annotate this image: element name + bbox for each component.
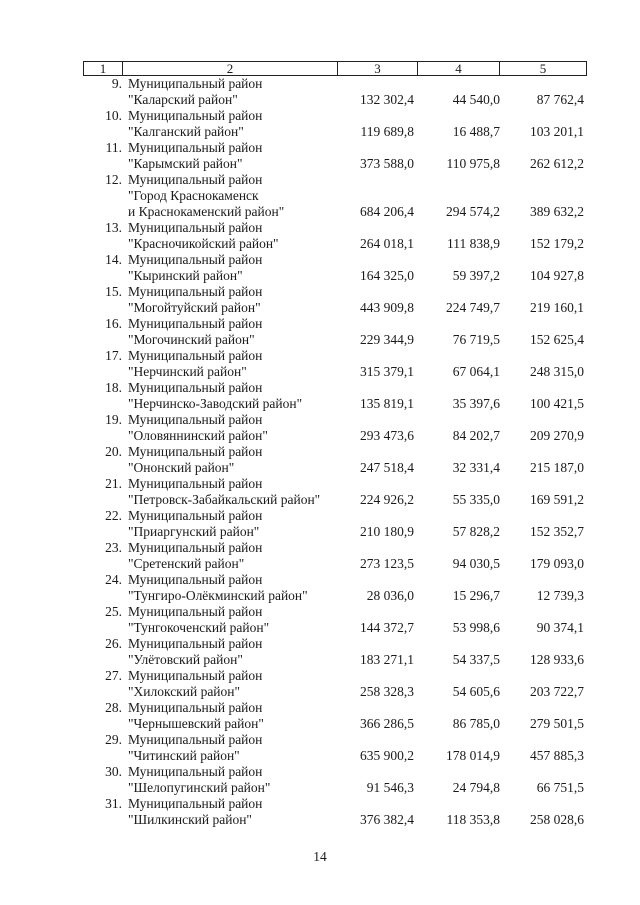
district-name	[128, 732, 348, 764]
district-name	[128, 252, 348, 284]
value-col3: 443 909,8	[360, 300, 414, 315]
value-col5: 248 315,0	[530, 364, 584, 379]
header-cell-2: 2	[122, 61, 338, 76]
district-name-line: Муниципальный район	[128, 108, 263, 123]
district-name	[128, 604, 348, 636]
table-row	[0, 252, 640, 284]
value-col4: 24 794,8	[452, 780, 500, 795]
table-row	[0, 668, 640, 700]
table-row	[0, 412, 640, 444]
district-name	[128, 444, 348, 476]
value-col3: 164 325,0	[360, 268, 414, 283]
value-col4: 110 975,8	[446, 156, 500, 171]
table-row	[0, 540, 640, 572]
row-number: 24.	[105, 572, 122, 587]
header-cell-4: 4	[417, 61, 500, 76]
value-col3: 684 206,4	[360, 204, 414, 219]
page-number: 14	[313, 849, 327, 864]
value-col3: 247 518,4	[360, 460, 414, 475]
value-col5: 457 885,3	[530, 748, 584, 763]
district-name-line: "Шилкинский район"	[128, 812, 252, 827]
district-name-line: Муниципальный район	[128, 508, 263, 523]
value-col4: 118 353,8	[446, 812, 500, 827]
table-row	[0, 172, 640, 220]
row-number: 23.	[105, 540, 122, 555]
district-name	[128, 476, 348, 508]
value-col5: 66 751,5	[536, 780, 584, 795]
district-name-line: Муниципальный район	[128, 140, 263, 155]
value-col3: 91 546,3	[366, 780, 414, 795]
value-col3: 135 819,1	[360, 396, 414, 411]
value-col5: 152 625,4	[530, 332, 584, 347]
value-col4: 54 337,5	[452, 652, 500, 667]
district-name	[128, 172, 348, 220]
value-col4: 15 296,7	[452, 588, 500, 603]
district-name-line: Муниципальный район	[128, 476, 263, 491]
table-row	[0, 108, 640, 140]
row-number: 20.	[105, 444, 122, 459]
value-col5: 169 591,2	[530, 492, 584, 507]
value-col3: 258 328,3	[360, 684, 414, 699]
district-name-line: "Улётовский район"	[128, 652, 243, 667]
district-name-line: "Ононский район"	[128, 460, 235, 475]
table-row	[0, 700, 640, 732]
value-col5: 87 762,4	[536, 92, 584, 107]
table-row	[0, 380, 640, 412]
district-name-line: и Краснокаменский район"	[128, 204, 285, 219]
value-col5: 90 374,1	[536, 620, 584, 635]
value-col5: 203 722,7	[530, 684, 584, 699]
table-header	[0, 0, 640, 80]
row-number: 31.	[105, 796, 122, 811]
value-col4: 57 828,2	[452, 524, 500, 539]
value-col5: 215 187,0	[530, 460, 584, 475]
district-name-line: Муниципальный район	[128, 604, 263, 619]
district-name-line: "Тунгокоченский район"	[128, 620, 270, 635]
table-row	[0, 476, 640, 508]
value-col3: 366 286,5	[360, 716, 414, 731]
district-name-line: "Нерчинский район"	[128, 364, 247, 379]
table-row	[0, 444, 640, 476]
value-col4: 94 030,5	[452, 556, 500, 571]
district-name-line: Муниципальный район	[128, 284, 263, 299]
table-row	[0, 604, 640, 636]
district-name-line: Муниципальный район	[128, 668, 263, 683]
district-name-line: Муниципальный район	[128, 316, 263, 331]
district-name-line: "Могойтуйский район"	[128, 300, 261, 315]
district-name-line: "Красночикойский район"	[128, 236, 279, 251]
district-name	[128, 348, 348, 380]
row-number: 16.	[105, 316, 122, 331]
row-number: 29.	[105, 732, 122, 747]
district-name-line: Муниципальный район	[128, 796, 263, 811]
value-col5: 100 421,5	[530, 396, 584, 411]
value-col4: 16 488,7	[452, 124, 500, 139]
table-row	[0, 796, 640, 828]
district-name-line: Муниципальный район	[128, 764, 263, 779]
district-name-line: "Нерчинско-Заводский район"	[128, 396, 303, 411]
value-col3: 28 036,0	[366, 588, 414, 603]
row-number: 18.	[105, 380, 122, 395]
district-name	[128, 636, 348, 668]
value-col4: 84 202,7	[452, 428, 500, 443]
value-col5: 389 632,2	[530, 204, 584, 219]
district-name	[128, 508, 348, 540]
value-col5: 103 201,1	[530, 124, 584, 139]
value-col4: 55 335,0	[452, 492, 500, 507]
table-row	[0, 764, 640, 796]
district-name-line: Муниципальный район	[128, 172, 263, 187]
district-name	[128, 108, 348, 140]
value-col4: 35 397,6	[452, 396, 500, 411]
district-name	[128, 700, 348, 732]
value-col5: 262 612,2	[530, 156, 584, 171]
district-name-line: "Сретенский район"	[128, 556, 245, 571]
district-name-line: "Карымский район"	[128, 156, 243, 171]
value-col3: 224 926,2	[360, 492, 414, 507]
header-cell-1: 1	[83, 61, 123, 76]
district-name-line: "Могочинский район"	[128, 332, 255, 347]
value-col5: 258 028,6	[530, 812, 584, 827]
value-col4: 86 785,0	[452, 716, 500, 731]
table-row	[0, 636, 640, 668]
value-col3: 144 372,7	[360, 620, 414, 635]
district-name	[128, 140, 348, 172]
district-name-line: Муниципальный район	[128, 380, 263, 395]
value-col3: 264 018,1	[360, 236, 414, 251]
value-col5: 152 352,7	[530, 524, 584, 539]
row-number: 12.	[105, 172, 122, 187]
value-col3: 635 900,2	[360, 748, 414, 763]
district-name-line: Муниципальный район	[128, 220, 263, 235]
district-name-line: Муниципальный район	[128, 76, 263, 91]
district-name	[128, 316, 348, 348]
district-name-line: "Чернышевский район"	[128, 716, 264, 731]
row-number: 27.	[105, 668, 122, 683]
district-name-line: "Город Краснокаменск	[128, 188, 259, 203]
row-number: 11.	[105, 140, 122, 155]
value-col4: 67 064,1	[452, 364, 500, 379]
table-row	[0, 316, 640, 348]
row-number: 28.	[105, 700, 122, 715]
row-number: 9.	[111, 76, 122, 91]
row-number: 15.	[105, 284, 122, 299]
value-col3: 183 271,1	[360, 652, 414, 667]
row-number: 26.	[105, 636, 122, 651]
district-name-line: Муниципальный район	[128, 444, 263, 459]
row-number: 21.	[105, 476, 122, 491]
district-name	[128, 540, 348, 572]
value-col4: 294 574,2	[446, 204, 500, 219]
district-name-line: "Калганский район"	[128, 124, 244, 139]
district-name	[128, 76, 348, 108]
district-name-line: "Каларский район"	[128, 92, 238, 107]
value-col5: 279 501,5	[530, 716, 584, 731]
value-col4: 44 540,0	[452, 92, 500, 107]
header-cell-5: 5	[499, 61, 587, 76]
district-name-line: Муниципальный район	[128, 732, 263, 747]
district-name-line: "Читинский район"	[128, 748, 240, 763]
district-name-line: "Шелопугинский район"	[128, 780, 271, 795]
value-col3: 119 689,8	[360, 124, 414, 139]
value-col4: 53 998,6	[452, 620, 500, 635]
district-name-line: Муниципальный район	[128, 572, 263, 587]
value-col4: 178 014,9	[446, 748, 500, 763]
table-row	[0, 732, 640, 764]
value-col5: 128 933,6	[530, 652, 584, 667]
value-col5: 12 739,3	[536, 588, 584, 603]
row-number: 14.	[105, 252, 122, 267]
value-col4: 59 397,2	[452, 268, 500, 283]
district-name-line: "Кыринский район"	[128, 268, 243, 283]
value-col4: 76 719,5	[452, 332, 500, 347]
value-col3: 376 382,4	[360, 812, 414, 827]
value-col3: 132 302,4	[360, 92, 414, 107]
value-col5: 179 093,0	[530, 556, 584, 571]
value-col3: 273 123,5	[360, 556, 414, 571]
district-name	[128, 412, 348, 444]
table-row	[0, 284, 640, 316]
row-number: 13.	[105, 220, 122, 235]
district-name	[128, 796, 348, 828]
district-name	[128, 284, 348, 316]
district-name	[128, 380, 348, 412]
row-number: 17.	[105, 348, 122, 363]
district-name-line: "Тунгиро-Олёкминский район"	[128, 588, 308, 603]
district-name-line: "Оловяннинский район"	[128, 428, 268, 443]
district-name-line: Муниципальный район	[128, 412, 263, 427]
value-col3: 373 588,0	[360, 156, 414, 171]
district-name-line: Муниципальный район	[128, 252, 263, 267]
row-number: 25.	[105, 604, 122, 619]
value-col5: 104 927,8	[530, 268, 584, 283]
row-number: 22.	[105, 508, 122, 523]
value-col4: 224 749,7	[446, 300, 500, 315]
row-number: 30.	[105, 764, 122, 779]
row-number: 19.	[105, 412, 122, 427]
value-col5: 209 270,9	[530, 428, 584, 443]
district-name	[128, 668, 348, 700]
value-col4: 54 605,6	[452, 684, 500, 699]
district-name	[128, 220, 348, 252]
value-col4: 111 838,9	[447, 236, 500, 251]
value-col3: 229 344,9	[360, 332, 414, 347]
district-name-line: "Приаргунский район"	[128, 524, 260, 539]
district-name-line: Муниципальный район	[128, 636, 263, 651]
table-row	[0, 508, 640, 540]
table-row	[0, 140, 640, 172]
value-col3: 293 473,6	[360, 428, 414, 443]
table-row	[0, 220, 640, 252]
row-number: 10.	[105, 108, 122, 123]
table-row	[0, 76, 640, 108]
value-col3: 315 379,1	[360, 364, 414, 379]
district-name-line: Муниципальный район	[128, 348, 263, 363]
district-name	[128, 764, 348, 796]
district-name-line: Муниципальный район	[128, 540, 263, 555]
value-col5: 219 160,1	[530, 300, 584, 315]
district-name-line: Муниципальный район	[128, 700, 263, 715]
table-row	[0, 348, 640, 380]
district-name	[128, 572, 348, 604]
value-col4: 32 331,4	[452, 460, 500, 475]
header-cell-3: 3	[337, 61, 418, 76]
value-col5: 152 179,2	[530, 236, 584, 251]
value-col3: 210 180,9	[360, 524, 414, 539]
table-row	[0, 572, 640, 604]
district-name-line: "Петровск-Забайкальский район"	[128, 492, 321, 507]
district-name-line: "Хилокский район"	[128, 684, 241, 699]
